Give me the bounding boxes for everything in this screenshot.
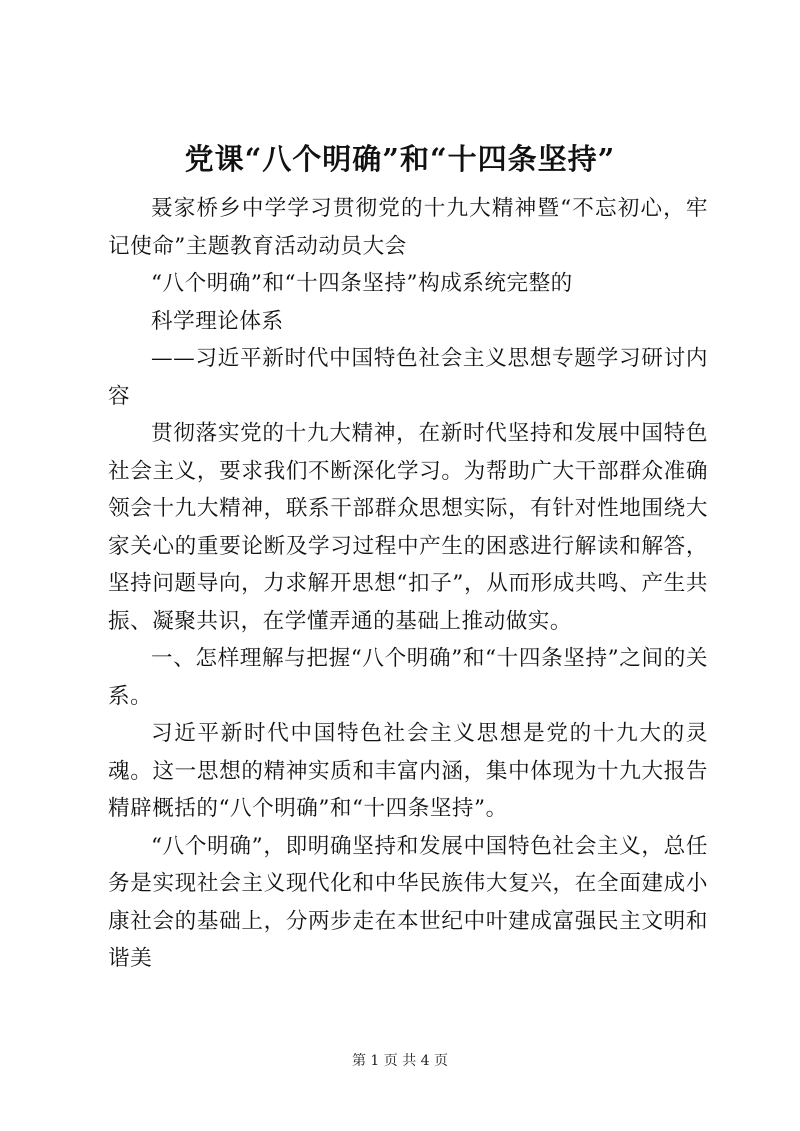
paragraph-introduction: 贯彻落实党的十九大精神，在新时代坚持和发展中国特色社会主义，要求我们不断深化学习。为帮助广大干部群众准确领会十九大精神，联系干部群众思想实际，有针对性地围绕大家关心的重要论断及学习过程中产生的困惑进行解读和解答，坚持问题导向，力求解开思想“扣子”，从而形成共鸣、产生共振、凝聚共识，在学懂弄通的基础上推动做实。 — [108, 421, 708, 634]
page-number-footer: 第 1 页 共 4 页 — [351, 1053, 449, 1069]
paragraph-subtitle-source: ——习近平新时代中国特色社会主义思想专题学习研讨内容 — [108, 346, 708, 409]
paragraph-meeting-title: 聂家桥乡中学学习贯彻党的十九大精神暨“不忘初心，牢记使命”主题教育活动动员大会 — [108, 196, 708, 259]
document-title: 党课“八个明确”和“十四条坚持” — [184, 142, 616, 176]
paragraph-section-1: 习近平新时代中国特色社会主义思想是党的十九大的灵魂。这一思想的精神实质和丰富内涵，集中体现为十九大报告精辟概括的“八个明确”和“十四条坚持”。 — [108, 721, 708, 821]
paragraph-subtitle-line-2: 科学理论体系 — [151, 308, 284, 334]
document-body — [108, 190, 708, 978]
paragraph-eight-clarifications: “八个明确”，即明确坚持和发展中国特色社会主义，总任务是实现社会主义现代化和中华民族伟大复兴，在全面建成小康社会的基础上，分两步走在本世纪中叶建成富强民主文明和谐美 — [108, 833, 708, 971]
paragraph-subtitle-line-1: “八个明确”和“十四条坚持”构成系统完整的 — [151, 271, 573, 296]
section-heading-1: 一、怎样理解与把握“八个明确”和“十四条坚持”之间的关系。 — [108, 646, 708, 709]
